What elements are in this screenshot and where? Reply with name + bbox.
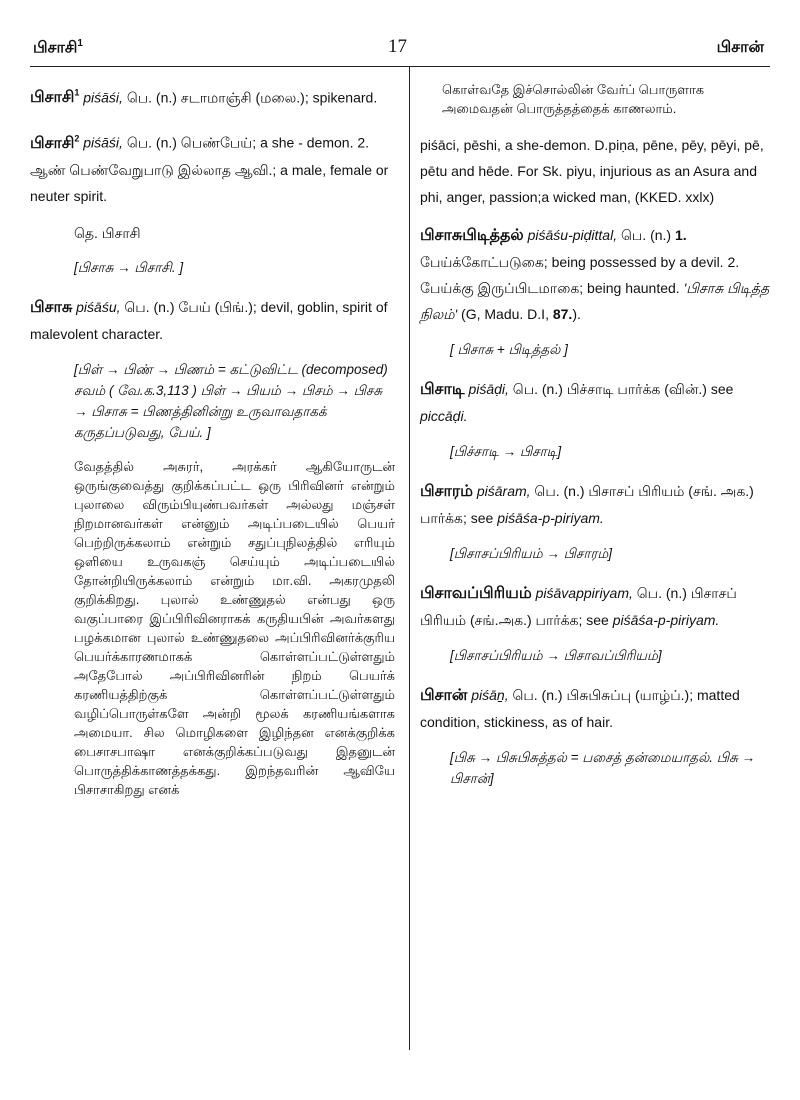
entry-pisasupidithal: பிசாசுபிடித்தல் piśāśu-piḍittal, பெ. (n.) 1. பேய்க்கோட்படுகை; being possessed by a devil. 2. பேய்க்கு இருப்பிடமாகை; being haunted. 'பிசாசு பிடித்த நிலம்' (G, Madu. D.I, 87.). [ பிசாசு + பிடித்தல் ] (420, 222, 770, 360)
headword: பிசாடி (420, 381, 465, 398)
cross-reference: piśāśa-p-piriyam. (612, 612, 720, 628)
column-divider (409, 66, 410, 1050)
cross-reference: piccāḍi. (420, 408, 468, 424)
usage-note-continued: கொள்வதே இச்சொல்லின் வேர்ப் பொருளாக அமைவதன் பொருத்தத்தைக் காணலாம். (442, 82, 705, 116)
etymology: [பிச்சாடி → பிசாடி] (450, 444, 562, 459)
quotation: 'பிசாசு பிடித்த நிலம்' (420, 280, 770, 322)
entry-pisasi-2 (30, 125, 395, 277)
headword: பிசாவப்பிரியம் (420, 585, 532, 602)
headword: பிசாசி$^2$ (30, 133, 80, 152)
definition: பெ. (n.) பிசாசப் பிரியம் (சங்.அக.) பார்க்க; see (420, 585, 737, 628)
headword: பிசாரம் (420, 483, 473, 500)
sense-number: 1. (674, 227, 687, 243)
usage-note: வேதத்தில் அசுரர், அரக்கர் ஆகியோருடன் ஒருங்குவைத்து குறிக்கப்பட்ட ஒரு பிரிவினர் என்றும் புலாலை விரும்பியுண்பவர்கள் அல்லது மஞ்சள் நிறமானவர்கள் என்னும் அடிப்படையில் பெயர் பெற்றிருக்கலாம் என்றும் சதுப்புநிலத்தில் எரியும் ஒளியை உருவகஞ் செய்யும் அடிப்படையில் தோன்றியிருக்கலாம் என்றும் மா.வி. அகரமுதலி குறிக்கிறது. புலால் உண்ணுதல் என்பது ஒரு வகுப்பாரை இப்பிரிவினராகக் கருதியபின் அவர்களது பழக்கமான புலால் உண்ணுதலை அப்பிரிவினர்க்குரிய பெயர்க்காரணமாகக் கொள்ளப்பட்டுள்ளதும் அதேபோல் அப்பிரிவினரின் நிறம் பெயர்க் கரணியத்திற்குக் கொள்ளப்பட்டுள்ளதும் வழிப்பொருள்களே அன்றி மூலக் கரணியங்களாக அமையா. சில மொழிகளை இழிந்தன எனக்குறிக்க பைசாசபாஷா எனக்குறிக்கப்படுவது இதனுடன் பொருத்திக்காணத்தக்கது. இறந்தவரின் ஆவியே பிசாசாகிறது எனக் (74, 458, 395, 797)
transliteration: piśāśi, (83, 89, 123, 106)
entry-pisavappiriyam (420, 580, 770, 666)
etymology: [பிசாசப்பிரியம் → பிசாவப்பிரியம்] (450, 648, 662, 663)
header-guide-word-left: பிசாசி$^1$ (33, 38, 83, 57)
transliteration: piśāram, (476, 483, 531, 499)
headword: பிசாசுபிடித்தல் (420, 227, 524, 244)
etymology: [பிசாசப்பிரியம் → பிசாரம்] (450, 546, 613, 561)
transliteration: piśāṉ, (471, 687, 509, 703)
definition: பெ. (n.) பிசுபிசுப்பு (யாழ்ப்.); matted condition, stickiness, as of hair. (420, 687, 740, 730)
definition: பேய்க்கோட்படுகை; being possessed by a devil. 2. பேய்க்கு இருப்பிடமாகை; being haunted. (420, 254, 740, 296)
etymology: [பிள் → பிண் → பிணம் = கட்டுவிட்ட (decomposed) சவம் ( வே.க.3,113 ) பிள் → பியம் → பிசம் → பிசசு → பிசாசு = பிணத்தினின்று உருவாவதாகக் கருதப்படுவது, பேய். ] (74, 361, 388, 440)
definition: பெ. (n.) பெண்பேய்; a she - demon. 2. ஆண் பெண்வேறுபாடு இல்லாத ஆவி.; a male, female or neuter spirit. (30, 134, 389, 204)
entry-pisasi-1 (30, 80, 395, 111)
transliteration: piśāśu-piḍittal, (527, 227, 618, 243)
cross-reference: piśāśa-p-piriyam. (497, 510, 604, 526)
definition: பெ. (n.) சடாமாஞ்சி (மலை.); spikenard. (122, 89, 378, 106)
left-column (30, 80, 395, 799)
headword: பிசாசு (30, 298, 73, 316)
entry-pisan (420, 682, 770, 789)
cognate: தெ. பிசாசி (74, 224, 141, 241)
headword: பிசாசி$^1$ (30, 88, 80, 107)
transliteration: piśāśi, (83, 134, 123, 151)
transliteration: piśāvappiriyam, (535, 585, 633, 601)
english-note: piśāci, pēshi, a she-demon. D.piṇa, pēne, pēy, pēyi, pē, pētu and hēde. For Sk. piyu, injurious as an Asura and phi, anger, passion;a wicked man, (KKED. xxlx) (420, 137, 764, 205)
entry-pisaram (420, 478, 770, 564)
transliteration: piśāḍi, (468, 381, 509, 397)
etymology: [ பிசாசு + பிடித்தல் ] (450, 342, 568, 357)
definition: பெ. (n.) பிச்சாடி பார்க்க (வின்.) see (508, 381, 734, 397)
etymology: [பிசாசு → பிசாசி. ] (74, 259, 184, 275)
reference-number: 87. (552, 306, 573, 322)
headword: பிசான் (420, 687, 468, 704)
transliteration: piśāśu, (76, 298, 121, 315)
page-header (0, 0, 800, 70)
definition: பெ. (n.) பிசாசப் பிரியம் (சங். அக.) பார்க்க; see (420, 483, 754, 526)
header-rule (30, 66, 770, 67)
etymology: [பிசு → பிசுபிசுத்தல் = பசைத் தன்மையாதல். பிசு → பிசான்] (450, 750, 756, 786)
right-column (420, 80, 770, 789)
entry-pisadi (420, 376, 770, 462)
header-guide-word-right: பிசான் (716, 39, 764, 56)
page-number: 17 (388, 36, 407, 57)
definition: பெ. (n.) பேய் (பிங்.); devil, goblin, spirit of malevolent character. (30, 298, 388, 342)
entry-pisasu (30, 294, 395, 799)
